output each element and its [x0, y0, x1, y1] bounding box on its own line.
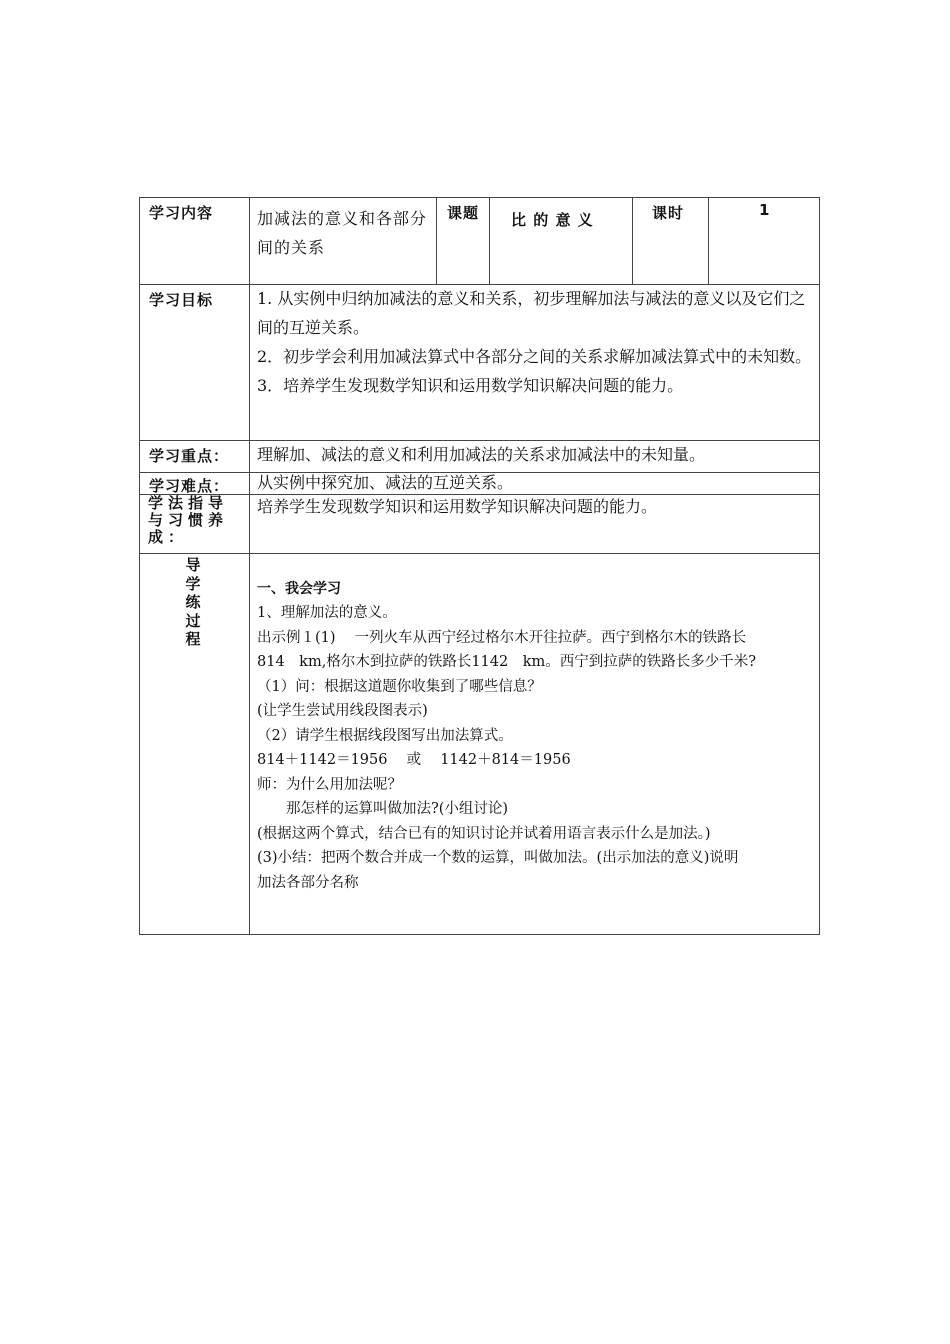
objective-item: 2．初步学会利用加减法算式中各部分之间的关系求解加减法算式中的未知数。: [257, 347, 812, 366]
column-divider: [436, 197, 437, 284]
column-divider: [489, 197, 490, 284]
process-line: 那怎样的运算叫做加法?(小组讨论): [257, 801, 509, 817]
process-line: 加法各部分名称: [257, 874, 359, 891]
process-line: (根据这两个算式，结合已有的知识讨论并试着用语言表示什么是加法。): [257, 825, 711, 842]
column-divider: [249, 197, 250, 935]
objective-item: 3．培养学生发现数学知识和运用数学知识解决问题的能力。: [257, 376, 684, 395]
column-divider: [632, 197, 633, 284]
key-points-label: 学习重点：: [149, 447, 230, 465]
process-line: (让学生尝试用线段图表示): [257, 703, 428, 719]
process-section-title: 一、我会学习: [257, 581, 341, 597]
column-divider: [708, 197, 709, 284]
key-points-value: 理解加、减法的意义和利用加减法的关系求加减法中的未知量。: [257, 445, 706, 464]
row-divider: [139, 553, 820, 554]
process-line: 814 km,格尔木到拉萨的铁路长1142 km。西宁到拉萨的铁路长多少千米?: [257, 654, 757, 670]
content-label: 学习内容: [149, 204, 214, 222]
process-line: 814＋1142＝1956 或 1142＋814＝1956: [257, 752, 571, 768]
objectives-list: [257, 284, 813, 400]
lesson-plan-table: [139, 197, 820, 935]
difficulties-value: 从实例中探究加、减法的互逆关系。: [257, 473, 514, 492]
process-line: 出示例１(1) 一列火车从西宁经过格尔木开往拉萨。西宁到格尔木的铁路长: [257, 629, 747, 646]
process-line: 师：为什么用加法呢？: [257, 776, 402, 793]
topic-label: 课题: [447, 204, 480, 222]
process-line: 1、理解加法的意义。: [257, 605, 397, 621]
method-value: 培养学生发现数学知识和运用数学知识解决问题的能力。: [257, 497, 658, 516]
table-border-left: [139, 197, 140, 935]
objectives-label: 学习目标: [149, 291, 214, 309]
objective-item: 1. 从实例中归纳加减法的意义和关系，初步理解加法与减法的意义以及它们之间的互逆关系。: [257, 289, 806, 337]
table-border-top: [139, 197, 820, 198]
difficulties-label: 学习难点：: [149, 477, 230, 495]
process-line: （2）请学生根据线段图写出加法算式。: [257, 727, 513, 744]
method-label: 学法指导与习惯养成：: [148, 494, 229, 546]
content-value: 加减法的意义和各部分间的关系: [257, 209, 428, 257]
process-content: [257, 577, 817, 895]
topic-value: 比 的 意 义: [511, 211, 594, 229]
process-label: 导学练过程: [185, 556, 201, 648]
process-line: （1）问：根据这道题你收集到了哪些信息？: [257, 678, 542, 695]
period-value: 1: [759, 201, 771, 219]
process-line: (3)小结：把两个数合并成一个数的运算，叫做加法。(出示加法的意义)说明: [257, 850, 739, 866]
table-border-right: [819, 197, 820, 935]
table-border-bottom: [139, 934, 820, 935]
period-label: 课时: [652, 204, 685, 222]
